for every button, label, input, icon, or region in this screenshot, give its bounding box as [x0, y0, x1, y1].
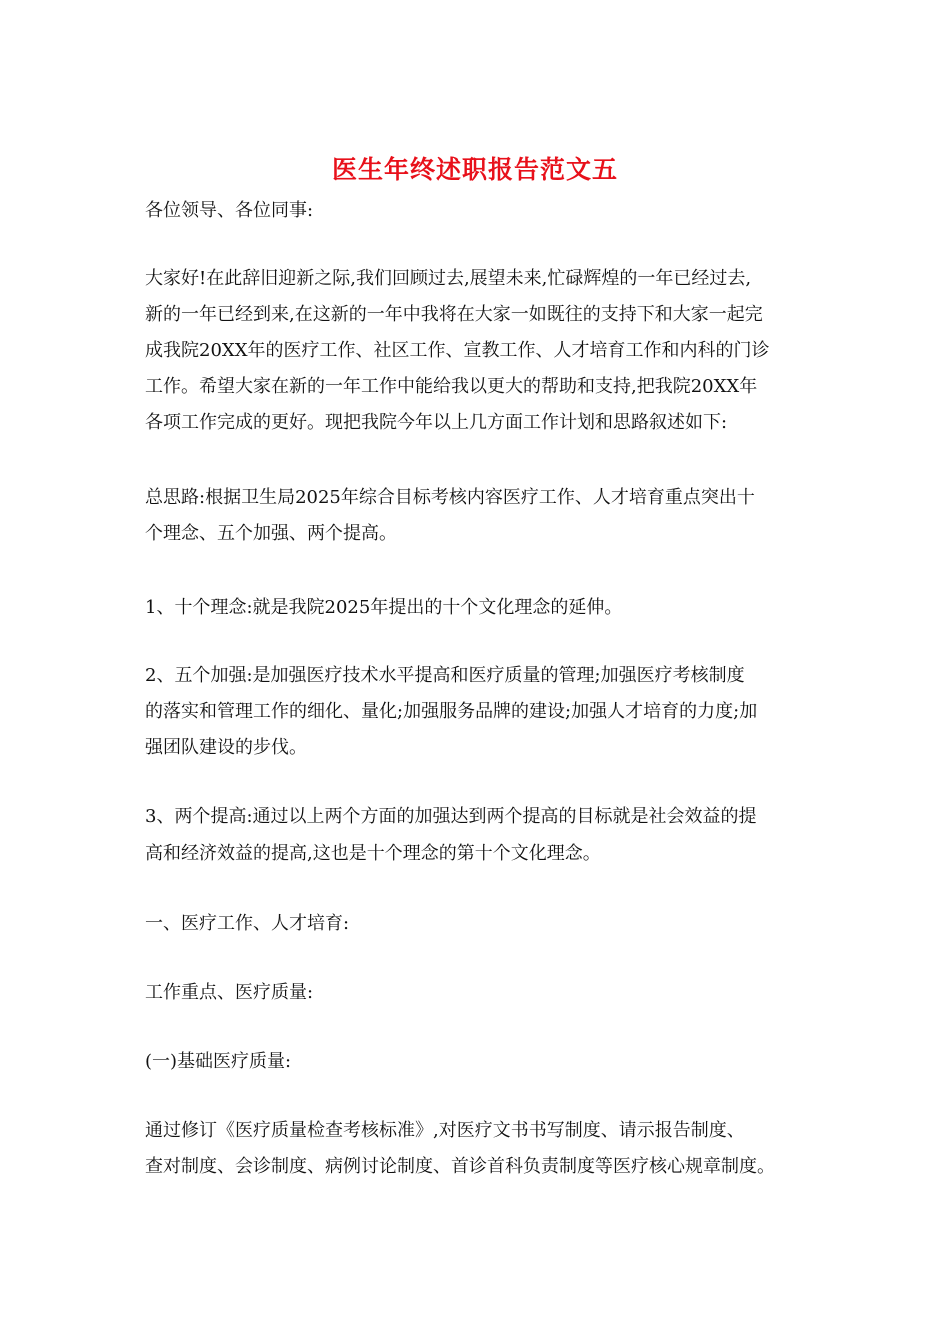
document-title: 医生年终述职报告范文五	[331, 155, 618, 184]
paragraph-line: 强团队建设的步伐。	[145, 737, 307, 758]
paragraph-line: 工作。希望大家在新的一年工作中能给我以更大的帮助和支持,把我院20XX年	[145, 376, 758, 397]
paragraph-line: 3、两个提高:通过以上两个方面的加强达到两个提高的目标就是社会效益的提	[145, 806, 757, 827]
sub-heading: 工作重点、医疗质量:	[145, 982, 314, 1003]
paragraph-line: 查对制度、会诊制度、病例讨论制度、首诊首科负责制度等医疗核心规章制度。	[145, 1156, 775, 1177]
paragraph-line: 高和经济效益的提高,这也是十个理念的第十个文化理念。	[145, 843, 601, 864]
paragraph-line: 总思路:根据卫生局2025年综合目标考核内容医疗工作、人才培育重点突出十	[145, 487, 755, 508]
paragraph-line: 各项工作完成的更好。现把我院今年以上几方面工作计划和思路叙述如下:	[145, 412, 728, 433]
sub-heading: (一)基础医疗质量:	[145, 1051, 292, 1072]
salutation: 各位领导、各位同事:	[145, 200, 314, 221]
section-heading: 一、医疗工作、人才培育:	[145, 913, 350, 934]
paragraph-line: 大家好!在此辞旧迎新之际,我们回顾过去,展望未来,忙碌辉煌的一年已经过去,	[145, 268, 752, 289]
paragraph-line: 个理念、五个加强、两个提高。	[145, 523, 397, 544]
paragraph-line: 通过修订《医疗质量检查考核标准》,对医疗文书书写制度、请示报告制度、	[145, 1120, 745, 1141]
paragraph-line: 2、五个加强:是加强医疗技术水平提高和医疗质量的管理;加强医疗考核制度	[145, 665, 745, 686]
paragraph-line: 新的一年已经到来,在这新的一年中我将在大家一如既往的支持下和大家一起完	[145, 304, 763, 325]
paragraph-line: 1、十个理念:就是我院2025年提出的十个文化理念的延伸。	[145, 597, 623, 618]
paragraph-line: 的落实和管理工作的细化、量化;加强服务品牌的建设;加强人才培育的力度;加	[145, 701, 758, 722]
paragraph-line: 成我院20XX年的医疗工作、社区工作、宣教工作、人才培育工作和内科的门诊	[145, 340, 770, 361]
